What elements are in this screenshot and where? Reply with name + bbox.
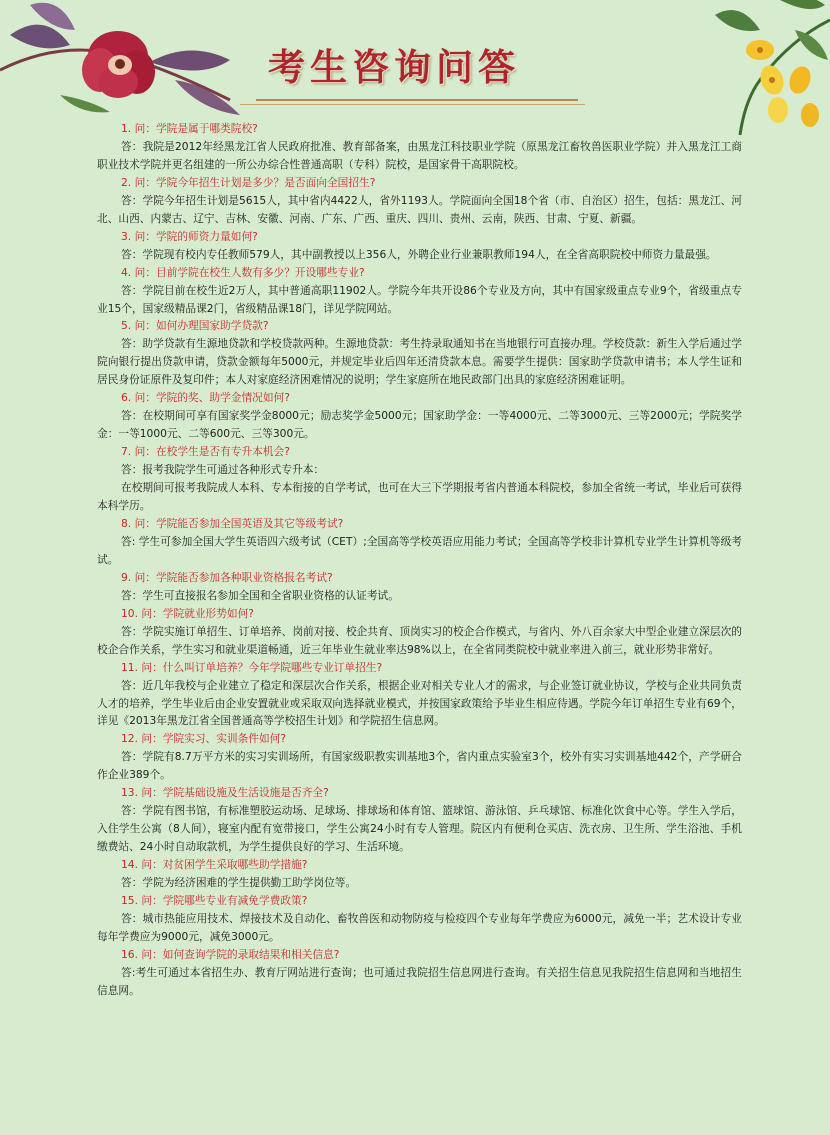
faq-question: 7. 问：在校学生是否有专升本机会? bbox=[121, 445, 290, 459]
faq-question: 15. 问：学院哪些专业有减免学费政策? bbox=[121, 893, 308, 907]
faq-answer: 答：报考我院学生可通过各种形式专升本： bbox=[121, 463, 325, 477]
flower-decoration-right bbox=[700, 0, 830, 135]
faq-question: 2. 问：学院今年招生计划是多少？是否面向全国招生? bbox=[121, 175, 376, 189]
faq-answer: 答：在校期间可享有国家奖学金8000元；励志奖学金5000元；国家助学金：一等4000元、二等3000元、三等2000元；学院奖学金：一等1000元、二等600元、三等300元。 bbox=[97, 409, 742, 441]
faq-answer: 答：学院今年招生计划是5615人，其中省内4422人，省外1193人。学院面向全国18个省（市、自治区）招生，包括：黑龙江、河北、山西、内蒙古、辽宁、吉林、安徽、河南、广东、广西、重庆、四川、贵州、云南，陕西、甘肃、宁夏、新疆。 bbox=[97, 193, 742, 225]
faq-question: 11. 问：什么叫订单培养？今年学院哪些专业订单招生? bbox=[121, 660, 383, 674]
flower-decoration-left bbox=[0, 0, 260, 130]
title-underline-thin bbox=[240, 104, 585, 105]
faq-list bbox=[97, 120, 742, 1000]
faq-answer: 答：学院有图书馆，有标准塑胶运动场、足球场、排球场和体育馆、篮球馆、游泳馆、乒乓球馆、标准化饮食中心等。学生入学后，入住学生公寓（8人间），寝室内配有宽带接口，学生公寓24小时有专人管理。院区内有便利仓买店、洗衣房、卫生所、学生浴池、手机缴费站、24小时自动取款机，为学生提供良好的学习、生活环境。 bbox=[97, 804, 742, 854]
faq-answer: 答：学院有8.7万平方米的实习实训场所，有国家级职教实训基地3个，省内重点实验室3个，校外有实习实训基地442个，产学研合作企业389个。 bbox=[97, 750, 742, 782]
faq-question: 12. 问：学院实习、实训条件如何? bbox=[121, 732, 287, 746]
faq-answer: 答: 学生可参加全国大学生英语四六级考试（CET）;全国高等学校英语应用能力考试；全国高等学校非计算机专业学生计算机等级考试。 bbox=[97, 534, 742, 566]
faq-question: 4. 问：目前学院在校生人数有多少？开设哪些专业? bbox=[121, 265, 365, 279]
faq-answer: 答:考生可通过本省招生办、教育厅网站进行查询；也可通过我院招生信息网进行查询。有关招生信息见我院招生信息网和当地招生信息网。 bbox=[97, 965, 742, 997]
faq-answer: 答：城市热能应用技术、焊接技术及自动化、畜牧兽医和动物防疫与检疫四个专业每年学费应为6000元，减免一半；艺术设计专业每年学费应为9000元，减免3000元。 bbox=[97, 911, 742, 943]
faq-answer: 答：学院现有校内专任教师579人，其中副教授以上356人，外聘企业行业兼职教师194人，在全省高职院校中师资力量最强。 bbox=[121, 247, 717, 261]
page-title: 考生咨询问答 bbox=[268, 46, 520, 89]
faq-question: 5. 问：如何办理国家助学贷款? bbox=[121, 319, 269, 333]
faq-question: 9. 问：学院能否参加各种职业资格报名考试? bbox=[121, 570, 333, 584]
faq-question: 1. 问：学院是属于哪类院校? bbox=[121, 122, 258, 135]
faq-answer: 答：学院为经济困难的学生提供勤工助学岗位等。 bbox=[121, 876, 357, 890]
faq-question: 3. 问：学院的师资力量如何? bbox=[121, 229, 258, 243]
faq-answer: 答：近几年我校与企业建立了稳定和深层次合作关系，根据企业对相关专业人才的需求，与企业签订就业协议，学校与企业共同负责人才的培养，学生毕业后由企业安置就业或采取双向选择就业模式，并按国家政策给予毕业生相应待遇。学院今年订单招生专业有69个，详见《2013年黑龙江省全国普通高等学校招生计划》和学院招生信息网。 bbox=[97, 678, 742, 728]
faq-question: 14. 问：对贫困学生采取哪些助学措施? bbox=[121, 858, 308, 872]
title-underline bbox=[256, 99, 578, 101]
faq-answer: 在校期间可报考我院成人本科、专本衔接的自学考试，也可在大三下学期报考省内普通本科院校，参加全省统一考试，毕业后可获得本科学历。 bbox=[97, 481, 742, 513]
faq-question: 6. 问：学院的奖、助学金情况如何? bbox=[121, 391, 290, 405]
faq-question: 16. 问：如何查询学院的录取结果和相关信息? bbox=[121, 947, 340, 961]
faq-question: 8. 问：学院能否参加全国英语及其它等级考试? bbox=[121, 516, 344, 530]
faq-answer: 答：助学贷款有生源地贷款和学校贷款两种。生源地贷款：考生持录取通知书在当地银行可直接办理。学校贷款：新生入学后通过学院向银行提出贷款申请，贷款金额每年5000元，并规定毕业后四年还清贷款本息。需要学生提供：国家助学贷款申请书；本人学生证和居民身份证原件及复印件；本人对家庭经济困难情况的说明；学生家庭所在地民政部门出具的家庭经济困难证明。 bbox=[97, 337, 742, 387]
faq-question: 10. 问：学院就业形势如何? bbox=[121, 606, 254, 620]
faq-answer: 答：学生可直接报名参加全国和全省职业资格的认证考试。 bbox=[121, 588, 399, 602]
faq-answer: 答：学院目前在校生近2万人，其中普通高职11902人。学院今年共开设86个专业及方向，其中有国家级重点专业9个，省级重点专业15个，国家级精品课2门，省级精品课18门，详见学院网站。 bbox=[97, 283, 742, 315]
faq-answer: 答：学院实施订单招生、订单培养、岗前对接、校企共育、顶岗实习的校企合作模式，与省内、外八百余家大中型企业建立深层次的校企合作关系，学生实习和就业渠道畅通，近三年毕业生就业率达98%以上，在全省同类院校中就业率进入前三，就业形势非常好。 bbox=[97, 624, 742, 656]
faq-answer: 答：我院是2012年经黑龙江省人民政府批准、教育部备案，由黑龙江科技职业学院（原黑龙江畜牧兽医职业学院）并入黑龙江工商职业技术学院并更名组建的一所公办综合性普通高职（专科）院校，是国家骨干高职院校。 bbox=[97, 139, 742, 171]
faq-question: 13. 问：学院基础设施及生活设施是否齐全? bbox=[121, 786, 329, 800]
